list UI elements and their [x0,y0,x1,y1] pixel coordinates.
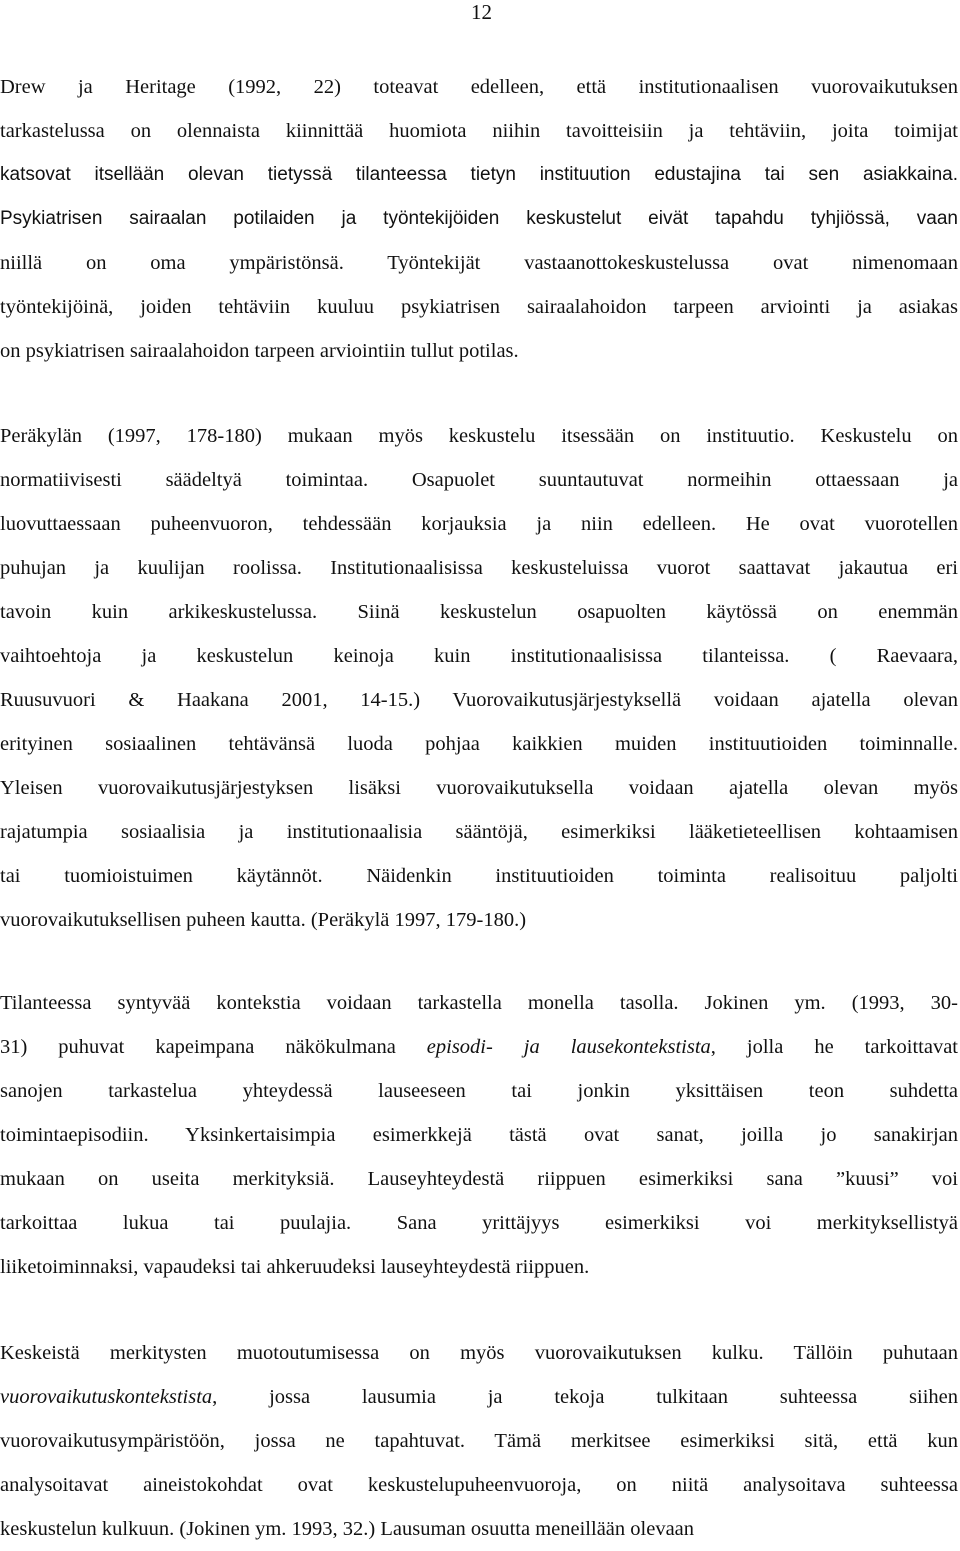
text-line: normatiivisesti säädeltyä toimintaa. Osapuolet suuntautuvat normeihin ottaessaan ja [0,469,958,491]
paragraph-tilanteessa [0,981,958,1289]
text-line: sanojen tarkastelua yhteydessä lauseeseen tai jonkin yksittäisen teon suhdetta [0,1080,958,1102]
text-line: vaihtoehtoja ja keskustelun keinoja kuin institutionaalisissa tilanteissa. ( Raevaara, [0,645,958,667]
text-line: tarkoittaa lukua tai puulajia. Sana yrittäjyys esimerkiksi voi merkityksellistyä [0,1212,958,1234]
italic-term: episodi- ja lausekontekstista [426,1036,711,1058]
text-line: tavoin kuin arkikeskustelussa. Siinä keskustelun osapuolten käytössä on enemmän [0,601,958,623]
text-line: liiketoiminnaksi, vapaudeksi tai ahkeruudeksi lauseyhteydestä riippuen. [0,1256,590,1278]
text-line: Psykiatrisen sairaalan potilaiden ja työntekijöiden keskustelut eivät tapahdu tyhjiössä, vaan [0,208,958,229]
paragraph-perakyla [0,414,958,942]
text-line: Drew ja Heritage (1992, 22) toteavat edelleen, että institutionaalisen vuorovaikutuksen [0,76,958,98]
text-line: mukaan on useita merkityksiä. Lauseyhteydestä riippuen esimerkiksi sana ”kuusi” voi [0,1168,958,1190]
text-line: vuorovaikutuksellisen puheen kautta. (Peräkylä 1997, 179-180.) [0,909,527,931]
text-line: Ruusuvuori & Haakana 2001, 14-15.) Vuorovaikutusjärjestyksellä voidaan ajatella olevan [0,689,958,711]
text-line: puhujan ja kuulijan roolissa. Institutionaalisissa keskusteluissa vuorot saattavat jakautua eri [0,557,958,579]
italic-term: vuorovaikutuskontekstista [0,1386,213,1408]
text-line: katsovat itsellään olevan tietyssä tilanteessa tietyn instituution edustajina tai sen asiakkaina. [0,164,958,185]
text-line: tai tuomioistuimen käytännöt. Näidenkin instituutioiden toiminta realisoituu paljolti [0,865,958,887]
text-line: vuorovaikutusympäristöön, jossa ne tapahtuvat. Tämä merkitsee esimerkiksi sitä, että kun [0,1430,958,1452]
text-line: rajatumpia sosiaalisia ja institutionaalisia sääntöjä, esimerkiksi lääketieteellisen kohtaamisen [0,821,958,843]
text-line: analysoitavat aineistokohdat ovat keskustelupuheenvuoroja, on niitä analysoitava suhteessa [0,1474,958,1496]
text-line: tarkastelussa on olennaista kiinnittää huomiota niihin tavoitteisiin ja tehtäviin, joita toimijat [0,120,958,142]
text-line: Tilanteessa syntyvää kontekstia voidaan tarkastella monella tasolla. Jokinen ym. (1993, 30- [0,992,958,1014]
page-number: 12 [471,0,492,24]
text-line: Yleisen vuorovaikutusjärjestyksen lisäksi vuorovaikutuksella voidaan ajatella olevan myös [0,777,958,799]
text-line: vuorovaikutuskontekstista, jossa lausumia ja tekoja tulkitaan suhteessa siihen [0,1386,958,1408]
text-line: on psykiatrisen sairaalahoidon tarpeen arviointiin tullut potilas. [0,340,519,362]
text-line: työntekijöinä, joiden tehtäviin kuuluu psykiatrisen sairaalahoidon tarpeen arviointi ja asiakas [0,296,958,318]
text-line: niillä on oma ympäristönsä. Työntekijät vastaanottokeskustelussa ovat nimenomaan [0,252,958,274]
paragraph-drew-heritage [0,65,958,373]
text-line: luovuttaessaan puheenvuoron, tehdessään korjauksia ja niin edelleen. He ovat vuorotellen [0,513,958,535]
text-line: Peräkylän (1997, 178-180) mukaan myös keskustelu itsessään on instituutio. Keskustelu on [0,425,958,447]
text-line: 31) puhuvat kapeimpana näkökulmana episodi- ja lausekontekstista, jolla he tarkoittavat [0,1036,959,1058]
text-line: keskustelun kulkuun. (Jokinen ym. 1993, 32.) Lausuman osuutta meneillään olevaan [0,1518,695,1540]
paragraph-keskeista [0,1331,958,1551]
text-line: Keskeistä merkitysten muotoutumisessa on myös vuorovaikutuksen kulku. Tällöin puhutaan [0,1342,958,1364]
text-line: toimintaepisodiin. Yksinkertaisimpia esimerkkejä tästä ovat sanat, joilla jo sanakirjan [0,1124,958,1146]
text-line: erityinen sosiaalinen tehtävänsä luoda pohjaa kaikkien muiden instituutioiden toiminnalle. [0,733,958,755]
